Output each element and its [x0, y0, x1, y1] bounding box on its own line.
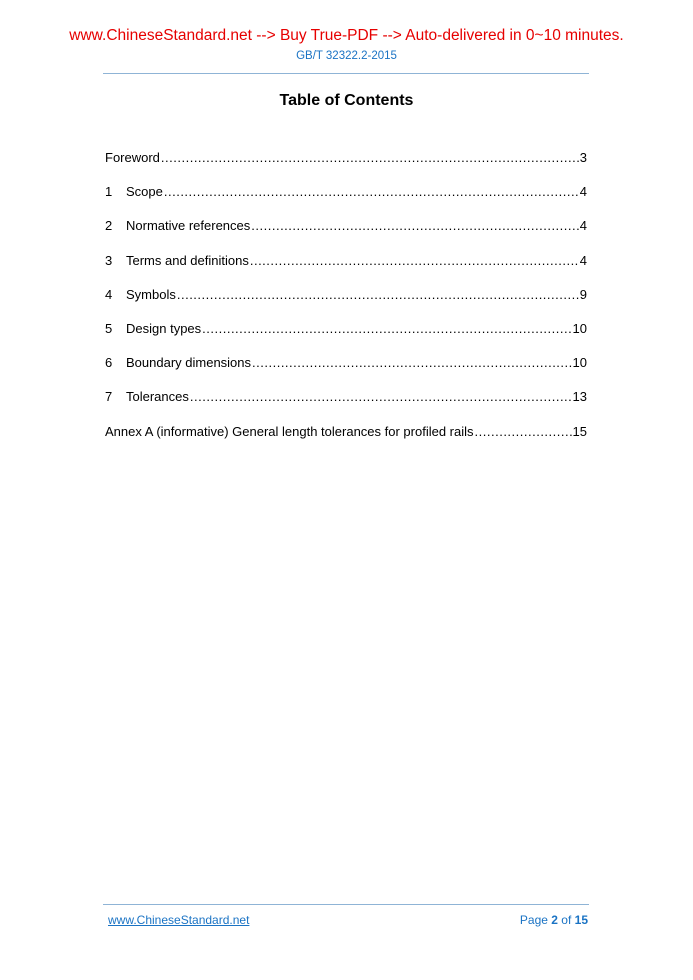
toc-entry-number: 4 [105, 286, 113, 302]
toc-entry-number: 7 [105, 389, 113, 405]
toc-entry-text: Boundary dimensions [126, 355, 252, 371]
toc-leader-dots [475, 424, 572, 439]
toc-entry-text: Terms and definitions [126, 252, 249, 268]
toc-leader-dots [250, 253, 579, 268]
toc-entry-page: 4 [579, 218, 587, 234]
toc-entry-number: 6 [105, 355, 113, 371]
toc-leader-dots [202, 321, 571, 336]
page-of: of [557, 913, 575, 927]
toc-entry-boundary-dimensions[interactable] [105, 355, 587, 389]
toc-entry-scope[interactable] [105, 184, 587, 218]
page-total: 15 [574, 913, 588, 927]
toc-leader-dots [164, 184, 579, 199]
toc-leader-dots [251, 218, 578, 233]
toc-entry-text: Annex A (informative) General length tolerances for profiled rails [105, 423, 474, 439]
toc-leader-dots [252, 355, 572, 370]
toc-leader-dots [190, 389, 572, 404]
toc-entry-page: 9 [579, 286, 587, 302]
toc-entry-number: 2 [105, 218, 113, 234]
toc-entry-text: Design types [126, 320, 202, 336]
document-code: GB/T 32322.2-2015 [296, 50, 397, 62]
toc-leader-dots [161, 150, 579, 165]
toc-title: Table of Contents [279, 92, 414, 109]
toc-entry-terms-definitions[interactable] [105, 253, 587, 287]
page-indicator [520, 913, 588, 927]
header-divider [103, 73, 589, 74]
toc-entry-foreword[interactable] [105, 150, 587, 184]
toc-entry-page: 4 [579, 184, 587, 200]
toc-entry-text: Scope [126, 184, 163, 200]
page-prefix: Page [519, 913, 552, 927]
toc-entry-text: Normative references [126, 218, 251, 234]
toc-entry-symbols[interactable] [105, 287, 587, 321]
toc-entry-page: 4 [579, 252, 587, 268]
purchase-banner[interactable]: www.ChineseStandard.net --> Buy True-PDF --> Auto-delivered in 0~10 minutes. [69, 27, 624, 44]
toc-entry-normative-references[interactable] [105, 218, 587, 252]
toc-entry-number: 5 [105, 320, 113, 336]
toc-entry-page: 13 [572, 389, 587, 405]
footer-divider [103, 904, 589, 905]
toc-entry-annex-a[interactable] [105, 424, 587, 458]
toc-entry-text: Symbols [126, 286, 176, 302]
toc-entry-number: 3 [105, 252, 113, 268]
toc-entry-page: 10 [572, 355, 587, 371]
toc-entry-text: Foreword [105, 150, 160, 165]
toc-leader-dots [177, 287, 579, 302]
footer-site-link[interactable]: www.ChineseStandard.net [108, 913, 250, 927]
toc-entry-tolerances[interactable] [105, 389, 587, 423]
page-current: 2 [551, 913, 558, 927]
toc-entry-page: 15 [572, 423, 587, 439]
toc-entry-page: 10 [572, 320, 587, 336]
toc-entry-design-types[interactable] [105, 321, 587, 355]
toc-entry-page: 3 [579, 150, 587, 165]
toc-entry-text: Tolerances [126, 389, 189, 405]
toc-list [105, 150, 587, 458]
toc-entry-number: 1 [105, 184, 113, 200]
